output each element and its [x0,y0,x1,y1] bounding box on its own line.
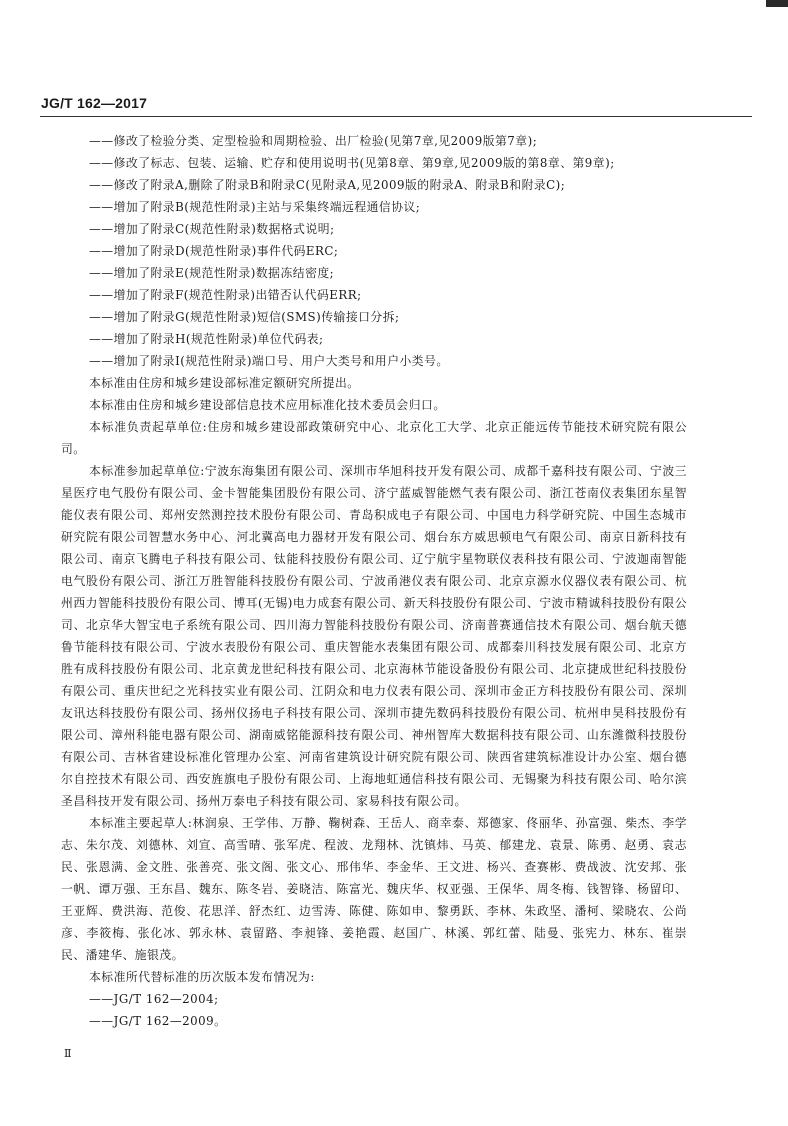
document-body [61,130,687,1032]
change-item: ——增加了附录H(规范性附录)单位代码表; [89,332,324,346]
change-item: ——修改了标志、包装、运输、贮存和使用说明书(见第8章、第9章,见2009版的第8章、第9章); [89,156,615,170]
change-item: ——增加了附录E(规范性附录)数据冻结密度; [89,266,335,280]
change-item: ——增加了附录C(规范性附录)数据格式说明; [89,222,335,236]
scan-corner-mark [766,0,788,7]
header-rule [40,116,752,117]
standard-code: JG/T 162—2017 [41,95,148,111]
change-item: ——增加了附录G(规范性附录)短信(SMS)传输接口分拆; [89,310,400,324]
change-item: ——增加了附录B(规范性附录)主站与采集终端远程通信协议; [89,200,421,214]
participating-units-paragraph: 本标准参加起草单位:宁波东海集团有限公司、深圳市华旭科技开发有限公司、成都千嘉科技有限公司、宁波三星医疗电气股份有限公司、金卡智能集团股份有限公司、济宁蓝威智能燃气表有限公司、浙江苍南仪表集团东星智能仪表有限公司、郑州安然测控技术股份有限公司、青岛积成电子有限公司、中国电力科学研究院、中国生态城市研究院有限公司智慧水务中心、河北冀高电力器材开发有限公司、烟台东方威思顿电气有限公司、南京日新科技有限公司、南京飞腾电子科技有限公司、钛能科技股份有限公司、辽宁航宇星物联仪表科技有限公司、宁波迦南智能电气股份有限公司、浙江万胜智能科技股份有限公司、宁波甬港仪表有限公司、北京京源水仪器仪表有限公司、杭州西力智能科技股份有限公司、博耳(无锡)电力成套有限公司、新天科技股份有限公司、宁波市精诚科技股份有限公司、北京华大智宝电子系统有限公司、四川海力智能科技股份有限公司、济南普赛通信技术有限公司、烟台航天德鲁节能科技有限公司、宁波水表股份有限公司、重庆智能水表集团有限公司、成都秦川科技发展有限公司、北京方胜有成科技股份有限公司、北京黄龙世纪科技有限公司、北京海林节能设备股份有限公司、北京捷成世纪科技股份有限公司、重庆世纪之光科技实业有限公司、江阴众和电力仪表有限公司、深圳市金正方科技股份有限公司、深圳友讯达科技股份有限公司、扬州仪扬电子科技有限公司、深圳市捷先数码科技股份有限公司、杭州申昊科技股份有限公司、漳州科能电器有限公司、湖南威铭能源科技有限公司、神州智库大数据科技有限公司、山东潍微科技股份有限公司、吉林省建设标准化管理办公室、河南省建筑设计研究院有限公司、陕西省建筑标准设计办公室、烟台德尔自控技术有限公司、西安旌旗电子股份有限公司、上海地虹通信科技有限公司、无锡聚为科技有限公司、哈尔滨圣昌科技开发有限公司、扬州万泰电子科技有限公司、家易科技有限公司。 [61,464,687,808]
change-item: ——增加了附录I(规范性附录)端口号、用户大类号和用户小类号。 [89,354,449,368]
change-item: ——增加了附录D(规范性附录)事件代码ERC; [89,244,339,258]
change-item: ——修改了检验分类、定型检验和周期检验、出厂检验(见第7章,见2009版第7章); [89,134,538,148]
version-item: ——JG/T 162—2004; [89,992,219,1006]
drafting-lead-paragraph: 本标准负责起草单位:住房和城乡建设部政策研究中心、北京化工大学、北京正能远传节能技术研究院有限公司。 [61,420,687,456]
change-item: ——增加了附录F(规范性附录)出错否认代码ERR; [89,288,362,302]
drafters-paragraph: 本标准主要起草人:林润泉、王学伟、万静、鞠树森、王岳人、商幸泰、郑德家、佟丽华、孙富强、柴杰、李学志、朱尔茂、刘德林、刘宣、高雪晴、张军虎、程波、龙翔林、沈镇炜、马英、郁建龙、袁景、陈勇、赵勇、袁志民、张恩满、金文胜、张善亮、张文阁、张文心、邢伟华、李金华、王文进、杨兴、查赛彬、费战波、沈安邦、张一帆、谭万强、王东昌、魏东、陈冬岩、姜晓洁、陈富光、魏庆华、权亚强、王保华、周冬梅、钱智锋、杨留印、王亚辉、费洪海、范俊、花思洋、舒杰红、边雪涛、陈健、陈如申、黎勇跃、李林、朱政坚、潘柯、梁晓农、公尚彦、李筱梅、张化冰、郭永林、袁留路、李昶锋、姜艳霞、赵国广、林溪、郭红蕾、陆曼、张宪力、林东、崔崇民、潘建华、施银茂。 [61,816,687,962]
proposer-paragraph: 本标准由住房和城乡建设部标准定额研究所提出。 [89,376,360,390]
committee-paragraph: 本标准由住房和城乡建设部信息技术应用标准化技术委员会归口。 [89,398,446,412]
page-number: Ⅱ [64,1047,72,1060]
version-item: ——JG/T 162—2009。 [89,1014,227,1028]
history-intro-paragraph: 本标准所代替标准的历次版本发布情况为: [89,970,315,984]
change-item: ——修改了附录A,删除了附录B和附录C(见附录A,见2009版的附录A、附录B和附录C); [89,178,566,192]
